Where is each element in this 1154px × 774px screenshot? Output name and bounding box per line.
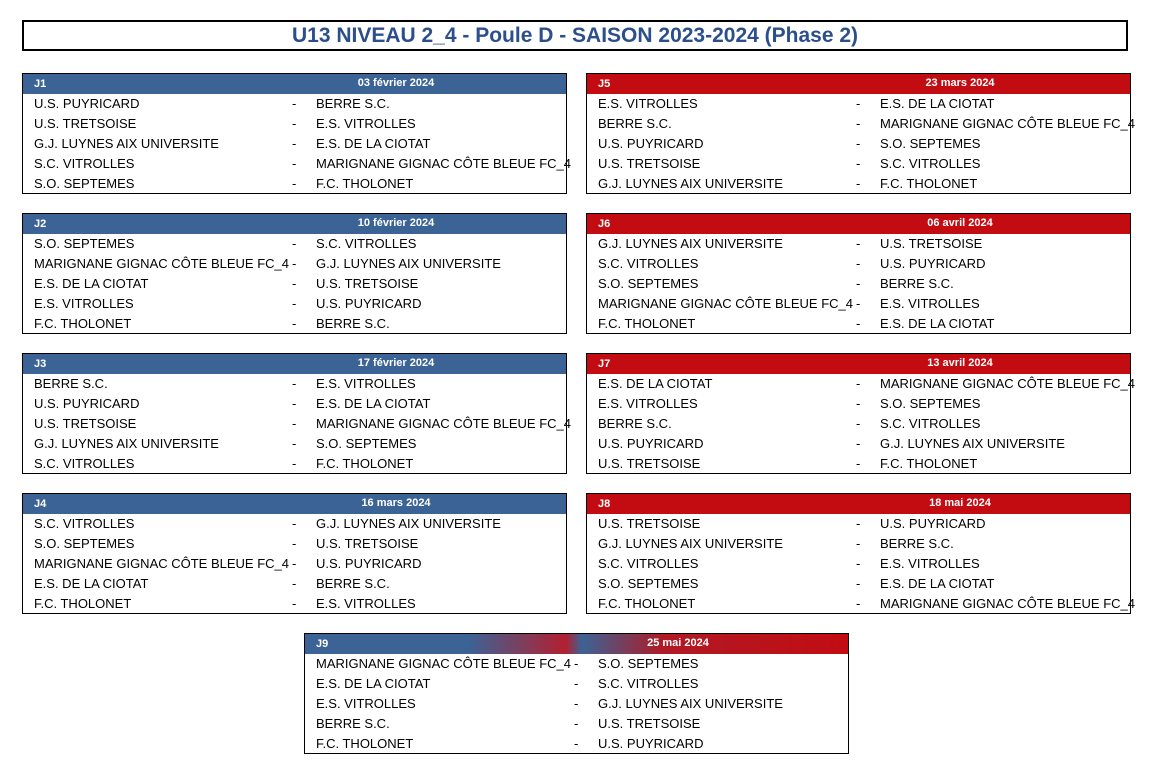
home-team: U.S. PUYRICARD [598,436,704,451]
match-row [587,554,1130,574]
match-row [23,94,566,114]
match-row [587,534,1130,554]
match-separator: - [292,416,297,431]
home-team: G.J. LUYNES AIX UNIVERSITE [598,176,783,191]
match-separator: - [292,236,297,251]
match-row [23,294,566,314]
away-team: E.S. DE LA CIOTAT [880,316,995,331]
match-row [23,254,566,274]
match-row [23,394,566,414]
home-team: S.O. SEPTEMES [598,276,699,291]
match-row [23,314,566,334]
away-team: E.S. VITROLLES [316,116,416,131]
match-separator: - [574,676,579,691]
home-team: G.J. LUYNES AIX UNIVERSITE [34,136,219,151]
match-row [305,714,848,734]
away-team: U.S. PUYRICARD [598,736,704,751]
round-header [23,354,566,374]
home-team: F.C. THOLONET [598,316,696,331]
home-team: U.S. PUYRICARD [598,136,704,151]
match-separator: - [292,516,297,531]
match-row [587,454,1130,474]
home-team: E.S. DE LA CIOTAT [598,376,713,391]
home-team: MARIGNANE GIGNAC CÔTE BLEUE FC_4 [598,296,853,311]
match-separator: - [292,276,297,291]
match-row [23,374,566,394]
round-header [587,494,1130,514]
match-separator: - [856,436,861,451]
match-row [587,134,1130,154]
round-header [23,494,566,514]
home-team: U.S. PUYRICARD [34,96,140,111]
match-separator: - [292,396,297,411]
match-row [23,434,566,454]
match-separator: - [574,736,579,751]
home-team: F.C. THOLONET [34,596,132,611]
match-separator: - [856,596,861,611]
home-team: U.S. TRETSOISE [598,156,701,171]
home-team: S.C. VITROLLES [34,156,135,171]
round-date: 18 mai 2024 [929,497,991,509]
away-team: U.S. TRETSOISE [880,236,983,251]
round-header [587,354,1130,374]
match-separator: - [292,536,297,551]
match-separator: - [856,256,861,271]
round-block-j6 [586,213,1131,334]
home-team: S.C. VITROLLES [34,456,135,471]
match-row [587,114,1135,134]
round-block-j4 [22,493,567,614]
match-row [305,674,848,694]
away-team: BERRE S.C. [316,316,390,331]
home-team: MARIGNANE GIGNAC CÔTE BLEUE FC_4 [34,256,289,271]
away-team: BERRE S.C. [880,536,954,551]
round-name: J6 [598,218,611,230]
away-team: G.J. LUYNES AIX UNIVERSITE [316,256,501,271]
away-team: S.C. VITROLLES [880,416,981,431]
away-team: G.J. LUYNES AIX UNIVERSITE [316,516,501,531]
match-separator: - [292,436,297,451]
away-team: BERRE S.C. [316,576,390,591]
home-team: G.J. LUYNES AIX UNIVERSITE [598,236,783,251]
home-team: E.S. VITROLLES [598,96,698,111]
match-row [23,414,571,434]
match-separator: - [856,236,861,251]
match-separator: - [292,556,297,571]
match-row [587,514,1130,534]
home-team: S.O. SEPTEMES [34,536,135,551]
round-date: 17 février 2024 [357,357,435,369]
home-team: E.S. VITROLLES [598,396,698,411]
match-separator: - [292,96,297,111]
match-separator: - [292,136,297,151]
match-row [587,314,1130,334]
round-name: J2 [34,218,47,230]
match-row [305,654,848,674]
away-team: F.C. THOLONET [316,456,414,471]
match-row [23,574,566,594]
match-row [587,294,1130,314]
home-team: BERRE S.C. [598,116,672,131]
match-separator: - [292,296,297,311]
round-block-j7 [586,353,1135,474]
round-date: 23 mars 2024 [925,77,995,89]
round-name: J4 [34,498,47,510]
round-date: 03 février 2024 [357,77,435,89]
home-team: U.S. TRETSOISE [34,116,137,131]
match-row [23,114,566,134]
away-team: E.S. DE LA CIOTAT [316,396,431,411]
away-team: MARIGNANE GIGNAC CÔTE BLEUE FC_4 [316,416,571,431]
match-separator: - [856,576,861,591]
match-separator: - [856,176,861,191]
match-row [587,274,1130,294]
match-row [305,734,848,754]
match-row [23,174,566,194]
away-team: U.S. PUYRICARD [880,516,986,531]
home-team: S.O. SEPTEMES [34,176,135,191]
away-team: S.C. VITROLLES [598,676,699,691]
match-separator: - [574,716,579,731]
home-team: E.S. DE LA CIOTAT [34,276,149,291]
round-header [23,74,566,94]
match-separator: - [856,416,861,431]
home-team: U.S. PUYRICARD [34,396,140,411]
away-team: F.C. THOLONET [880,176,978,191]
match-row [23,594,566,614]
match-separator: - [856,516,861,531]
match-separator: - [292,176,297,191]
match-separator: - [292,116,297,131]
match-separator: - [856,556,861,571]
match-row [587,594,1135,614]
away-team: S.O. SEPTEMES [880,136,981,151]
round-date: 10 février 2024 [357,217,435,229]
home-team: BERRE S.C. [598,416,672,431]
match-separator: - [856,296,861,311]
round-block-j3 [22,353,571,474]
round-name: J5 [598,78,611,90]
away-team: E.S. DE LA CIOTAT [880,576,995,591]
away-team: E.S. VITROLLES [880,296,980,311]
match-row [23,514,566,534]
match-row [23,274,566,294]
home-team: F.C. THOLONET [598,596,696,611]
round-block-j2 [22,213,567,334]
away-team: MARIGNANE GIGNAC CÔTE BLEUE FC_4 [880,596,1135,611]
away-team: U.S. TRETSOISE [316,536,419,551]
home-team: S.O. SEPTEMES [598,576,699,591]
match-row [23,154,571,174]
match-row [587,414,1130,434]
match-row [587,94,1130,114]
home-team: F.C. THOLONET [34,316,132,331]
home-team: S.C. VITROLLES [598,556,699,571]
round-date: 13 avril 2024 [927,357,993,369]
home-team: MARIGNANE GIGNAC CÔTE BLEUE FC_4 [34,556,289,571]
match-row [23,534,566,554]
home-team: MARIGNANE GIGNAC CÔTE BLEUE FC_4 [316,656,571,671]
round-name: J3 [34,358,47,370]
match-row [587,374,1135,394]
home-team: BERRE S.C. [316,716,390,731]
home-team: E.S. VITROLLES [34,296,134,311]
home-team: U.S. TRETSOISE [598,456,701,471]
away-team: MARIGNANE GIGNAC CÔTE BLEUE FC_4 [316,156,571,171]
away-team: MARIGNANE GIGNAC CÔTE BLEUE FC_4 [880,116,1135,131]
round-header [587,214,1130,234]
away-team: BERRE S.C. [316,96,390,111]
home-team: BERRE S.C. [34,376,108,391]
home-team: S.C. VITROLLES [598,256,699,271]
match-separator: - [856,316,861,331]
away-team: U.S. PUYRICARD [316,296,422,311]
home-team: U.S. TRETSOISE [34,416,137,431]
away-team: F.C. THOLONET [880,456,978,471]
away-team: BERRE S.C. [880,276,954,291]
match-separator: - [856,96,861,111]
away-team: MARIGNANE GIGNAC CÔTE BLEUE FC_4 [880,376,1135,391]
match-row [587,434,1130,454]
home-team: G.J. LUYNES AIX UNIVERSITE [34,436,219,451]
away-team: U.S. PUYRICARD [880,256,986,271]
away-team: G.J. LUYNES AIX UNIVERSITE [598,696,783,711]
match-separator: - [856,376,861,391]
match-separator: - [292,316,297,331]
away-team: S.C. VITROLLES [880,156,981,171]
match-row [587,174,1130,194]
match-separator: - [574,696,579,711]
match-separator: - [292,256,297,271]
round-name: J7 [598,358,611,370]
away-team: U.S. TRETSOISE [316,276,419,291]
away-team: E.S. DE LA CIOTAT [880,96,995,111]
home-team: E.S. DE LA CIOTAT [316,676,431,691]
match-row [587,574,1130,594]
match-separator: - [856,536,861,551]
match-separator: - [292,376,297,391]
match-separator: - [856,156,861,171]
away-team: S.O. SEPTEMES [316,436,417,451]
home-team: G.J. LUYNES AIX UNIVERSITE [598,536,783,551]
match-row [587,234,1130,254]
away-team: E.S. VITROLLES [316,596,416,611]
match-row [587,394,1130,414]
match-separator: - [574,656,579,671]
away-team: U.S. TRETSOISE [598,716,701,731]
match-row [587,154,1130,174]
home-team: E.S. DE LA CIOTAT [34,576,149,591]
round-header [23,214,566,234]
round-block-j1 [22,73,571,194]
away-team: S.O. SEPTEMES [880,396,981,411]
away-team: E.S. DE LA CIOTAT [316,136,431,151]
round-header [305,634,848,654]
round-date: 16 mars 2024 [361,497,431,509]
round-name: J9 [316,638,329,650]
home-team: S.C. VITROLLES [34,516,135,531]
match-separator: - [856,276,861,291]
round-block-j8 [586,493,1135,614]
home-team: S.O. SEPTEMES [34,236,135,251]
round-block-j5 [586,73,1135,194]
match-separator: - [856,136,861,151]
match-separator: - [292,156,297,171]
home-team: U.S. TRETSOISE [598,516,701,531]
round-block-j9 [304,633,849,754]
match-row [23,454,566,474]
match-separator: - [292,596,297,611]
away-team: S.O. SEPTEMES [598,656,699,671]
match-row [23,234,566,254]
match-separator: - [292,456,297,471]
away-team: E.S. VITROLLES [316,376,416,391]
round-name: J8 [598,498,611,510]
match-row [23,554,566,574]
round-date: 25 mai 2024 [647,637,709,649]
round-date: 06 avril 2024 [927,217,993,229]
match-row [587,254,1130,274]
away-team: S.C. VITROLLES [316,236,417,251]
match-separator: - [292,576,297,591]
match-separator: - [856,456,861,471]
home-team: E.S. VITROLLES [316,696,416,711]
match-row [305,694,848,714]
away-team: G.J. LUYNES AIX UNIVERSITE [880,436,1065,451]
away-team: F.C. THOLONET [316,176,414,191]
away-team: E.S. VITROLLES [880,556,980,571]
match-separator: - [856,396,861,411]
home-team: F.C. THOLONET [316,736,414,751]
round-name: J1 [34,78,47,90]
match-row [23,134,566,154]
page-title: U13 NIVEAU 2_4 - Poule D - SAISON 2023-2024 (Phase 2) [22,20,1128,51]
away-team: U.S. PUYRICARD [316,556,422,571]
match-separator: - [856,116,861,131]
round-header [587,74,1130,94]
